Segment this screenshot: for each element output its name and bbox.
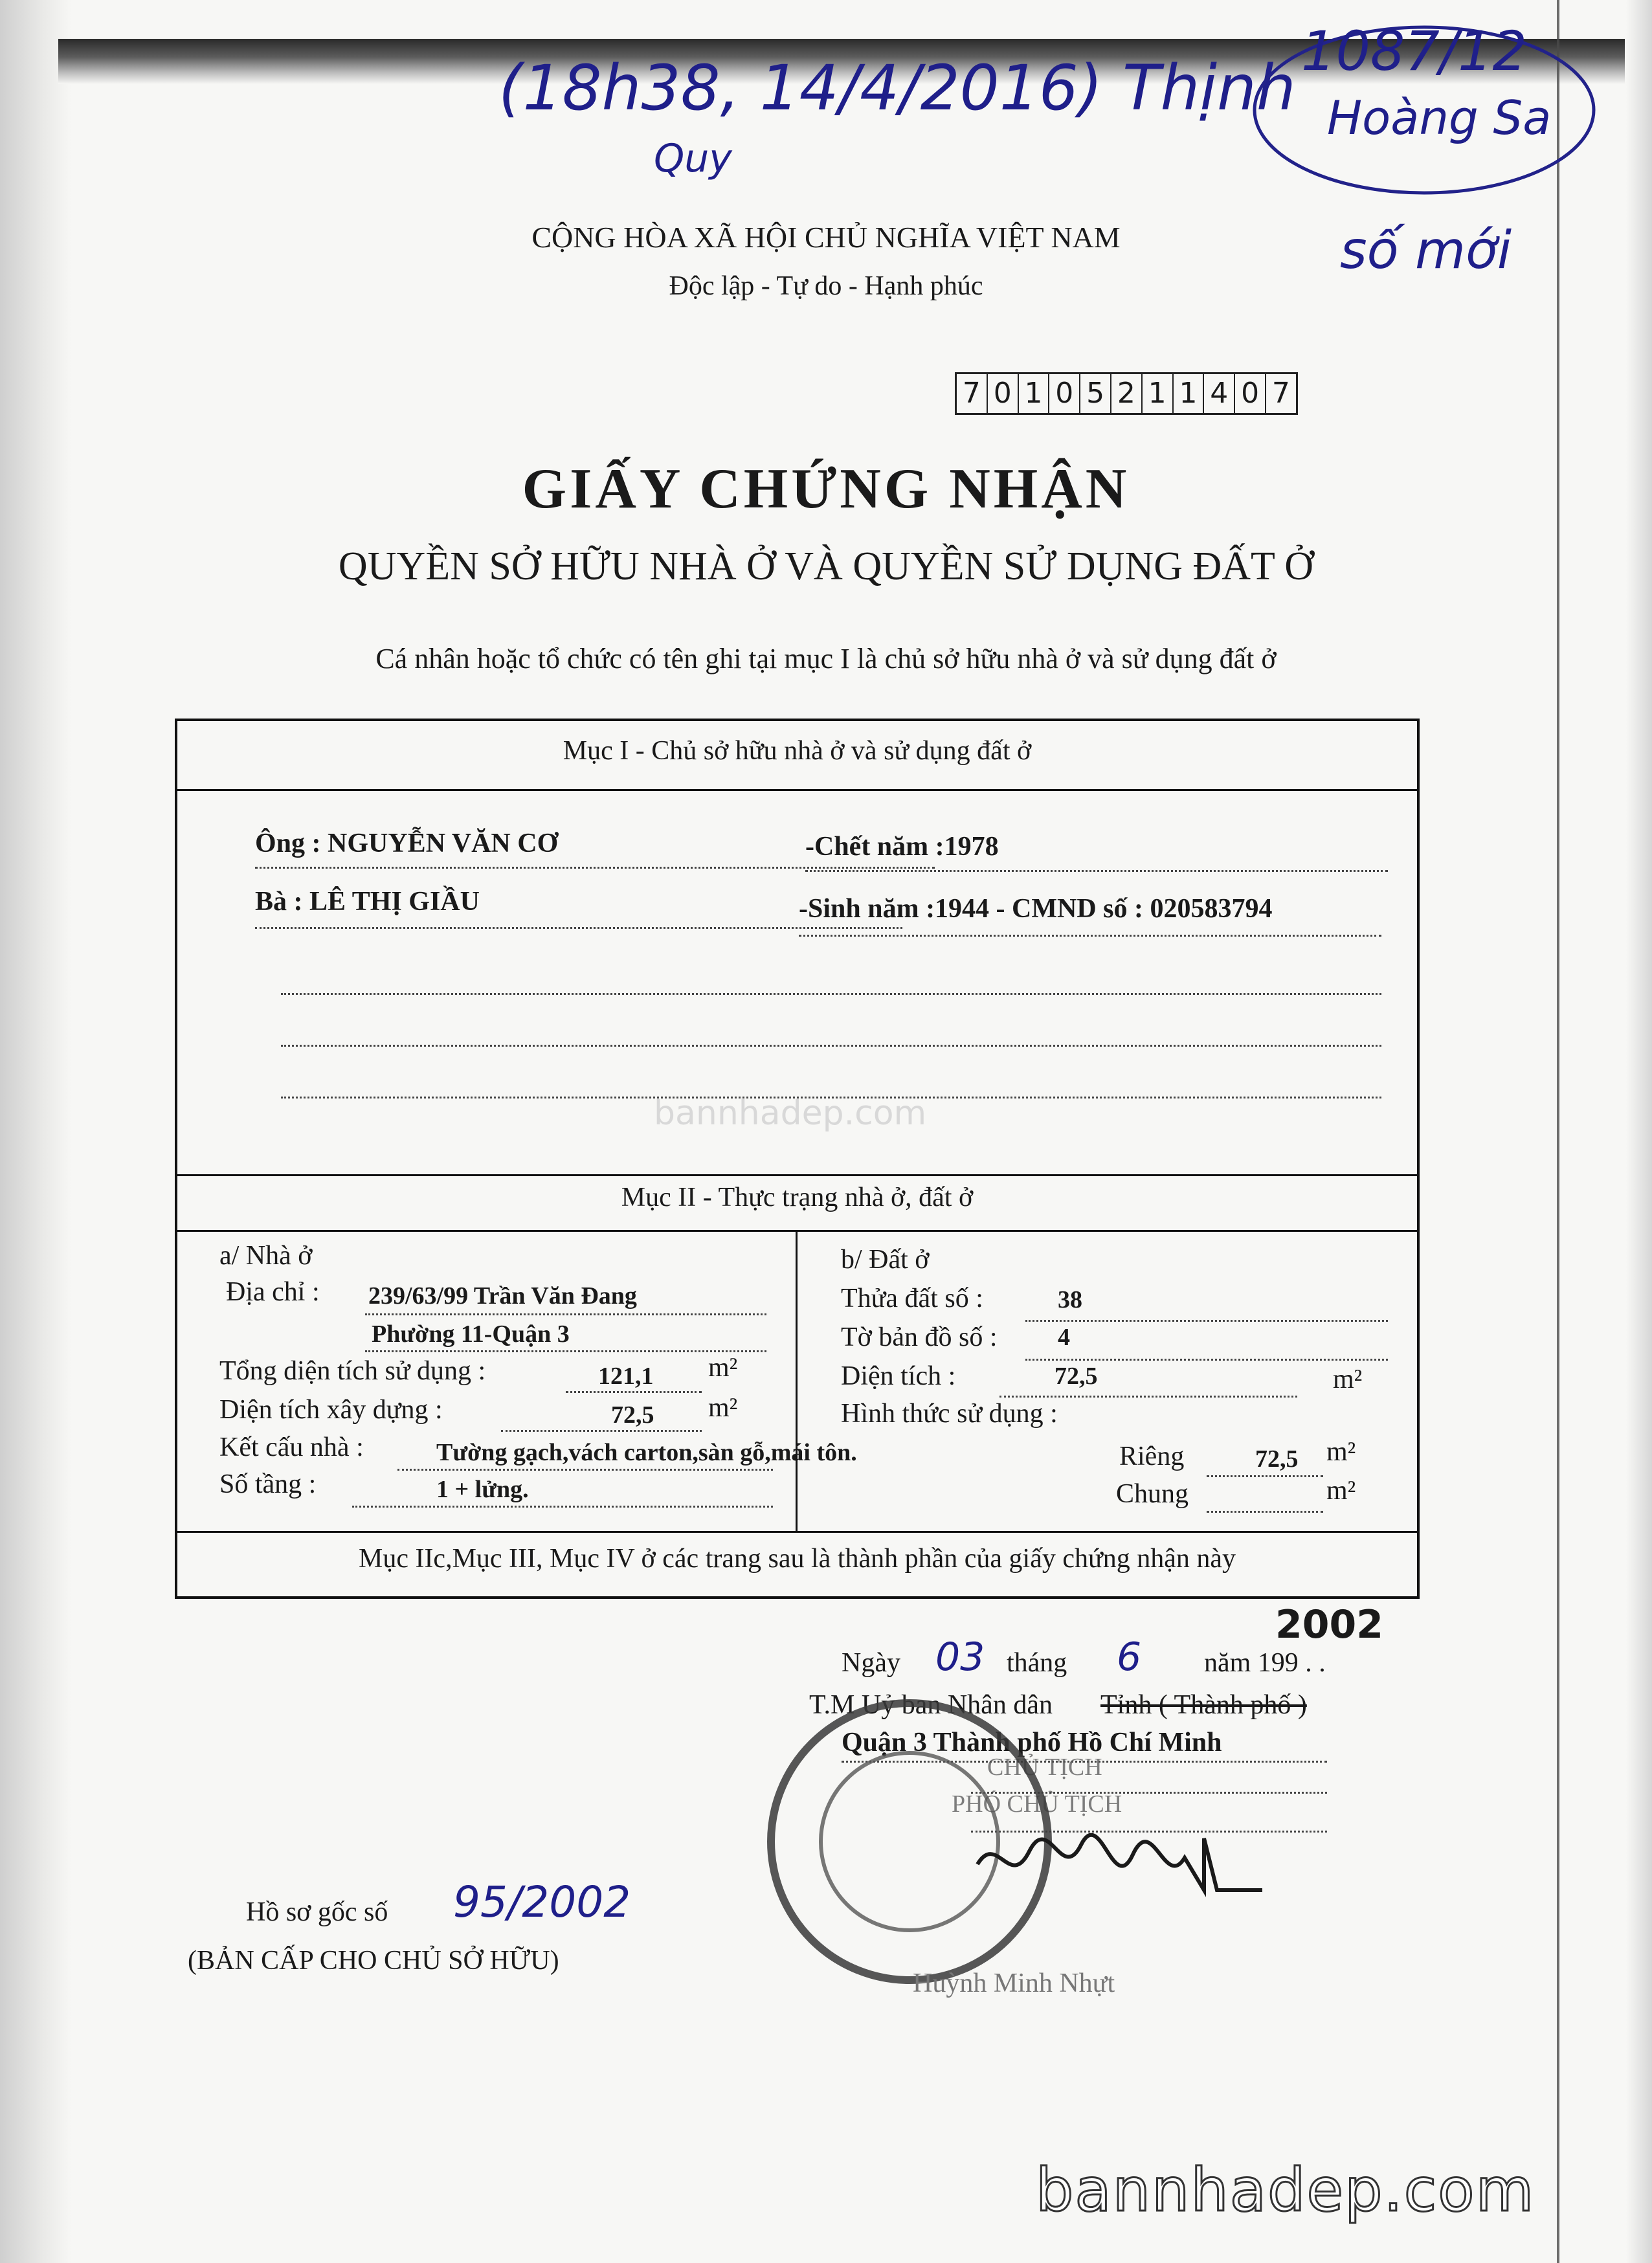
owner1-note: -Chết năm :1978 (805, 832, 999, 862)
stamped-year: 2002 (1275, 1602, 1383, 1647)
table-footer-note: Mục IIc,Mục III, Mục IV ở các trang sau là thành phần của giấy chứng nhận này (358, 1544, 1236, 1574)
map-label: Tờ bản đồ số : (841, 1322, 998, 1352)
owner1-name: Ông : NGUYỄN VĂN CƠ (255, 829, 559, 858)
dotted-line (501, 1430, 702, 1432)
dotted-line (999, 1396, 1297, 1398)
committee-struck: Tỉnh ( Thành phố ) (1100, 1690, 1307, 1720)
section-divider (177, 1174, 1417, 1176)
build-area-label: Diện tích xây dựng : (219, 1395, 443, 1425)
file-number-label: Hồ sơ gốc số (246, 1897, 388, 1927)
floors-value: 1 + lửng. (436, 1476, 529, 1503)
land-area-label: Diện tích : (841, 1361, 956, 1391)
date-month: 6 (1117, 1634, 1142, 1680)
dotted-line (281, 1045, 1381, 1047)
date-prefix: Ngày (842, 1648, 900, 1678)
serial-digit: 4 (1204, 374, 1235, 413)
structure-value: Tường gạch,vách carton,sàn gỗ,mái tôn. (436, 1439, 857, 1466)
land-area-unit: m² (1333, 1365, 1363, 1394)
private-label: Riêng (1119, 1442, 1185, 1471)
dotted-line (566, 1391, 702, 1393)
page-shadow-left (0, 0, 71, 2263)
committee-prefix: T.M Uỷ ban Nhân dân (809, 1690, 1053, 1720)
column-divider (796, 1230, 798, 1531)
serial-digit: 0 (1235, 374, 1266, 413)
serial-number-box (955, 372, 1298, 415)
land-area-value: 72,5 (1055, 1363, 1098, 1390)
signature-scribble (971, 1825, 1269, 1916)
total-area-unit: m² (708, 1353, 738, 1383)
role-chairman: CHỦ TỊCH (987, 1754, 1102, 1781)
private-unit: m² (1326, 1437, 1356, 1467)
dotted-line (255, 867, 935, 869)
house-label: a/ Nhà ở (219, 1241, 313, 1271)
dotted-line (365, 1350, 766, 1352)
document-title: GIẤY CHỨNG NHẬN (522, 458, 1130, 520)
build-area-unit: m² (708, 1393, 738, 1423)
serial-digit: 7 (957, 374, 988, 413)
handwritten-corner-number: 1087/12 (1301, 19, 1527, 83)
owner2-note: -Sinh năm :1944 - CMND số : 020583794 (799, 894, 1273, 924)
serial-digit: 1 (1019, 374, 1050, 413)
floors-label: Số tầng : (219, 1469, 317, 1499)
dotted-line (397, 1469, 773, 1471)
role-vice-chairman: PHÓ CHỦ TỊCH (952, 1790, 1122, 1818)
land-label: b/ Đất ở (841, 1245, 930, 1275)
dotted-line (799, 935, 1381, 937)
address-value: 239/63/99 Trần Văn Đang (368, 1282, 637, 1310)
dotted-line (1025, 1320, 1388, 1322)
serial-digit: 2 (1111, 374, 1143, 413)
date-day: 03 (935, 1634, 985, 1680)
dotted-line (1025, 1359, 1388, 1361)
address-label: Địa chỉ : (226, 1277, 320, 1307)
parcel-label: Thửa đất số : (841, 1284, 983, 1313)
district-name: Quận 3 Thành phố Hồ Chí Minh (842, 1728, 1222, 1757)
section-divider (177, 1531, 1417, 1533)
serial-digit: 0 (1049, 374, 1080, 413)
document-subtitle: QUYỀN SỞ HỮU NHÀ Ở VÀ QUYỀN SỬ DỤNG ĐẤT Ở (338, 544, 1314, 588)
dotted-line (805, 870, 1388, 872)
serial-digit: 1 (1174, 374, 1205, 413)
structure-label: Kết cấu nhà : (219, 1432, 364, 1462)
certificate-table (175, 719, 1420, 1599)
serial-digit: 5 (1080, 374, 1111, 413)
handwritten-initials: Quy (654, 136, 732, 181)
private-value: 72,5 (1255, 1445, 1299, 1473)
page-shadow-right (1626, 0, 1652, 2263)
section2-heading: Mục II - Thực trạng nhà ở, đất ở (621, 1183, 974, 1212)
total-area-value: 121,1 (598, 1363, 654, 1390)
ward-value: Phường 11-Quận 3 (372, 1321, 570, 1348)
serial-digit: 0 (988, 374, 1019, 413)
intro-text: Cá nhân hoặc tổ chức có tên ghi tại mục I là chủ sở hữu nhà ở và sử dụng đất ở (375, 643, 1277, 674)
section-divider (177, 789, 1417, 791)
copy-note: (BẢN CẤP CHO CHỦ SỞ HỮU) (188, 1946, 559, 1976)
owner2-name: Bà : LÊ THỊ GIẦU (255, 887, 480, 917)
watermark-large: bannhadep.com (1036, 2156, 1535, 2225)
usage-label: Hình thức sử dụng : (841, 1399, 1058, 1429)
serial-digit: 1 (1143, 374, 1174, 413)
country-name: CỘNG HÒA XÃ HỘI CHỦ NGHĨA VIỆT NAM (531, 221, 1121, 254)
map-value: 4 (1058, 1324, 1070, 1351)
serial-digit: 7 (1271, 377, 1290, 410)
file-number-value: 95/2002 (453, 1877, 631, 1927)
watermark-small: bannhadep.com (654, 1094, 927, 1133)
build-area-value: 72,5 (611, 1401, 654, 1429)
parcel-value: 38 (1058, 1286, 1082, 1313)
total-area-label: Tổng diện tích sử dụng : (219, 1356, 486, 1386)
shared-label: Chung (1116, 1479, 1189, 1509)
dotted-line (1207, 1475, 1323, 1477)
handwritten-top-note: (18h38, 14/4/2016) Thịnh (498, 52, 1296, 124)
national-motto: Độc lập - Tự do - Hạnh phúc (669, 271, 983, 301)
section1-heading: Mục I - Chủ sở hữu nhà ở và sử dụng đất ở (563, 736, 1032, 766)
dotted-line (352, 1506, 773, 1508)
dotted-line (281, 993, 1381, 995)
dotted-line (255, 927, 902, 929)
handwritten-corner-street: Hoàng Sa (1327, 91, 1552, 145)
page-fold-line (1557, 0, 1559, 2263)
shared-unit: m² (1326, 1476, 1356, 1506)
date-year-label: năm 199 . . (1204, 1648, 1326, 1678)
dotted-line (365, 1313, 766, 1315)
date-month-label: tháng (1007, 1648, 1067, 1678)
handwritten-so-moi: số mới (1340, 220, 1512, 280)
dotted-line (1207, 1511, 1323, 1513)
signer-name: Huỳnh Minh Nhựt (913, 1968, 1115, 1998)
